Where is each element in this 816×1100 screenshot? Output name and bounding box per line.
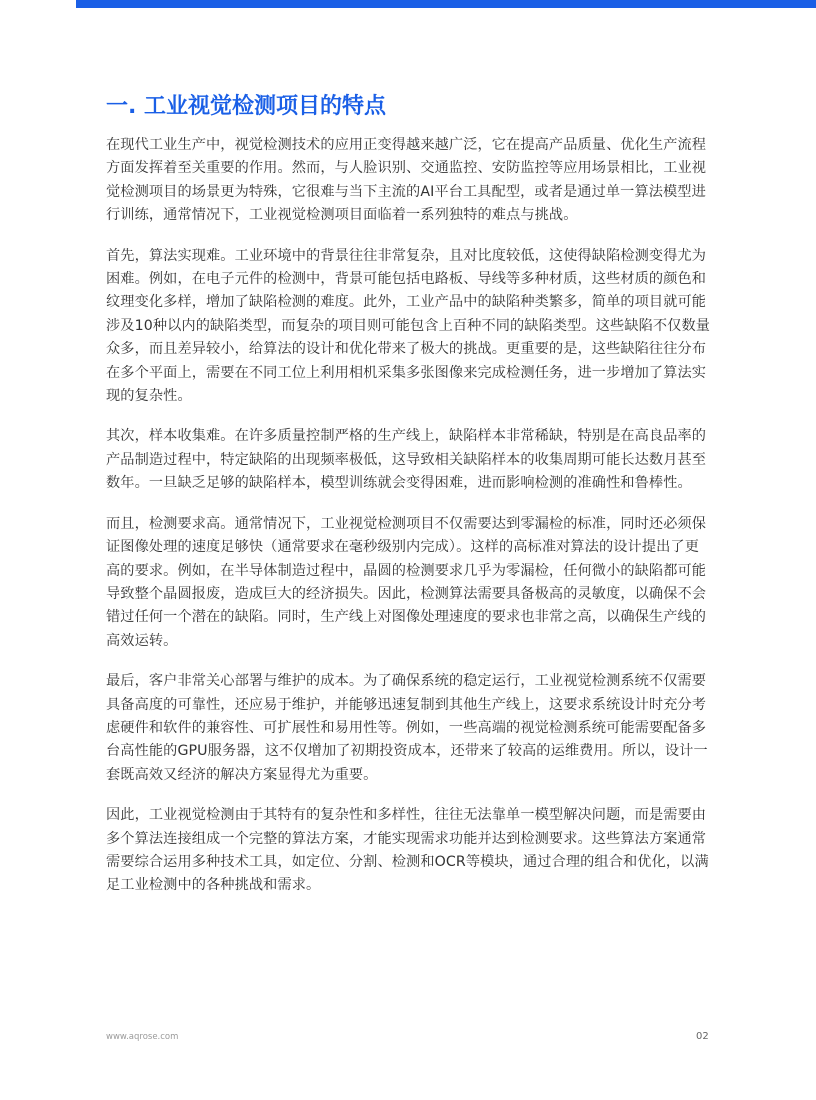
paragraph-deployment-cost: 最后，客户非常关心部署与维护的成本。为了确保系统的稳定运行，工业视觉检测系统不仅需要具备高度的可靠性，还应易于维护，并能够迅速复制到其他生产线上，这要求系统设计时充分考虑硬件和软件的兼容性、可扩展性和易用性等。例如，一些高端的视觉检测系统可能需要配备多台高性能的GPU服务器，这不仅增加了初期投资成本，还带来了较高的运维费用。所以，设计一套既高效又经济的解决方案显得尤为重要。 — [106, 673, 708, 783]
paragraph-detection-requirements: 而且，检测要求高。通常情况下，工业视觉检测项目不仅需要达到零漏检的标准，同时还必须保证图像处理的速度足够快（通常要求在毫秒级别内完成）。这样的高标准对算法的设计提出了更高的要求。例如，在半导体制造过程中，晶圆的检测要求几乎为零漏检，任何微小的缺陷都可能导致整个晶圆报废，造成巨大的经济损失。因此，检测算法需要具备极高的灵敏度，以确保不会错过任何一个潜在的缺陷。同时，生产线上对图像处理速度的要求也非常之高，以确保生产线的高效运转。 — [106, 515, 707, 649]
page-number: 02 — [696, 1031, 709, 1042]
main-content — [106, 90, 712, 915]
header-accent-bar — [76, 0, 816, 8]
section-title: 一. 工业视觉检测项目的特点 — [106, 94, 387, 119]
paragraph-sample-collection: 其次，样本收集难。在许多质量控制严格的生产线上，缺陷样本非常稀缺，特别是在高良品率的产品制造过程中，特定缺陷的出现频率极低，这导致相关缺陷样本的收集周期可能长达数月甚至数年。一旦缺乏足够的缺陷样本，模型训练就会变得困难，进而影响检测的准确性和鲁棒性。 — [106, 428, 707, 492]
paragraph-algorithm-difficulty: 首先，算法实现难。工业环境中的背景往往非常复杂，且对比度较低，这使得缺陷检测变得尤为困难。例如，在电子元件的检测中，背景可能包括电路板、导线等多种材质，这些材质的颜色和纹理变化多样，增加了缺陷检测的难度。此外，工业产品中的缺陷种类繁多，简单的项目就可能涉及10种以内的缺陷类型，而复杂的项目则可能包含上百种不同的缺陷类型。这些缺陷不仅数量众多，而且差异较小，给算法的设计和优化带来了极大的挑战。更重要的是，这些缺陷往往分布在多个平面上，需要在不同工位上利用相机采集多张图像来完成检测任务，进一步增加了算法实现的复杂性。 — [106, 247, 711, 405]
paragraph-conclusion: 因此，工业视觉检测由于其特有的复杂性和多样性，往往无法靠单一模型解决问题，而是需要由多个算法连接组成一个完整的算法方案，才能实现需求功能并达到检测要求。这些算法方案通常需要综合运用多种技术工具，如定位、分割、检测和OCR等模块，通过合理的组合和优化，以满足工业检测中的各种挑战和需求。 — [106, 807, 709, 894]
footer-website: www.aqrose.com — [106, 1032, 179, 1042]
paragraph-intro: 在现代工业生产中，视觉检测技术的应用正变得越来越广泛，它在提高产品质量、优化生产流程方面发挥着至关重要的作用。然而，与人脸识别、交通监控、安防监控等应用场景相比，工业视觉检测项目的场景更为特殊，它很难与当下主流的AI平台工具配型，或者是通过单一算法模型进行训练，通常情况下，工业视觉检测项目面临着一系列独特的难点与挑战。 — [106, 137, 707, 224]
